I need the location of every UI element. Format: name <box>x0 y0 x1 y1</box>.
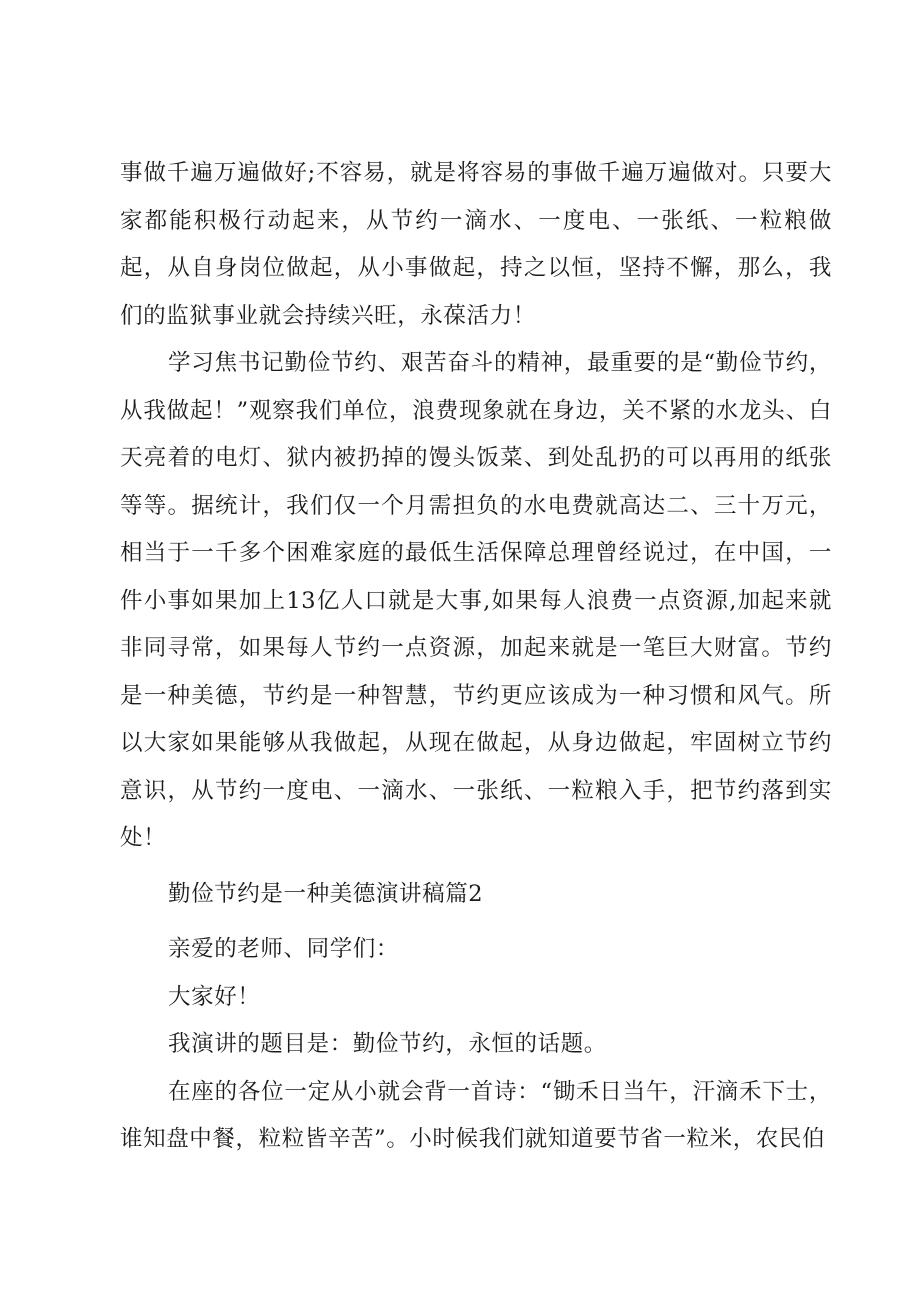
topic-line: 我演讲的题目是：勤俭节约，永恒的话题。 <box>168 1031 607 1057</box>
paragraph-1: 事做千遍万遍做好;不容易，就是将容易的事做千遍万遍做对。只要大家都能积极行动起来，从节约一滴水、一度电、一张纸、一粒粮做起，从自身岗位做起，从小事做起，持之以恒，坚持不懈，那么，我们的监狱事业就会持续兴旺，永葆活力！ <box>120 160 832 329</box>
paragraph-3: 在座的各位一定从小就会背一首诗：“锄禾日当午，汗滴禾下士，谁知盘中餐，粒粒皆辛苦”。小时候我们就知道要节省一粒米，农民伯 <box>120 1078 832 1152</box>
greeting: 大家好！ <box>168 983 261 1010</box>
document-body <box>120 150 832 1164</box>
salutation: 亲爱的老师、同学们： <box>168 936 400 962</box>
section-title: 勤俭节约是一种美德演讲稿篇2 <box>168 880 484 907</box>
paragraph-2: 学习焦书记勤俭节约、艰苦奋斗的精神，最重要的是“勤俭节约，从我做起！”观察我们单位，浪费现象就在身边，关不紧的水龙头、白天亮着的电灯、狱内被扔掉的馒头饭菜、到处乱扔的可以再用的纸张等等。据统计，我们仅一个月需担负的水电费就高达二、三十万元，相当于一千多个困难家庭的最低生活保障总理曾经说过，在中国，一件小事如果加上13亿人口就是大事,如果每人浪费一点资源,加起来就非同寻常，如果每人节约一点资源，加起来就是一笔巨大财富。节约是一种美德，节约是一种智慧，节约更应该成为一种习惯和风气。所以大家如果能够从我做起，从现在做起，从身边做起，牢固树立节约意识，从节约一度电、一滴水、一张纸、一粒粮入手，把节约落到实处！ <box>120 350 832 851</box>
